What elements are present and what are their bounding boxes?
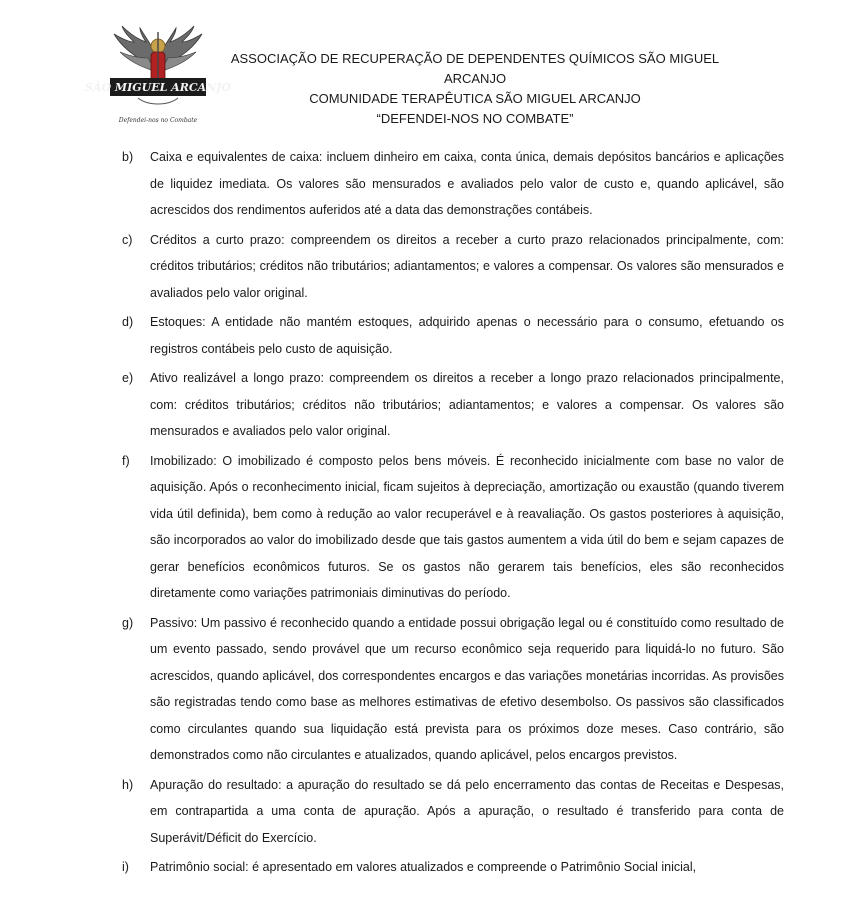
logo-name: SÃO MIGUEL ARCANJO xyxy=(85,81,231,94)
item-letter: g) xyxy=(122,615,134,630)
item-text: Caixa e equivalentes de caixa: incluem dinheiro em caixa, conta única, demais depósitos bancários e aplicações de liquidez imediata. Os valores são mensurados e avaliados pelo valor de custo e, quando aplicável, são acrescidos dos rendimentos auferidos até a data das demonstrações contábeis. xyxy=(150,150,784,217)
list-item xyxy=(122,448,784,607)
item-letter: i) xyxy=(122,860,129,874)
item-letter: b) xyxy=(122,150,134,164)
document-header xyxy=(210,49,740,129)
header-community-name: COMUNIDADE TERAPÊUTICA SÃO MIGUEL ARCANJO xyxy=(309,91,641,106)
list-item xyxy=(122,365,784,445)
list-item xyxy=(122,772,784,852)
item-letter: c) xyxy=(122,232,133,247)
organization-logo xyxy=(85,24,231,132)
header-motto: “DEFENDEI-NOS NO COMBATE” xyxy=(376,111,574,126)
archangel-wings-emblem xyxy=(85,24,231,116)
item-text: Passivo: Um passivo é reconhecido quando a entidade possui obrigação legal ou é constituído como resultado de um evento passado, sendo provável que um recurso econômico seja requerido para liquidá-lo no futuro. São acrescidos, quando aplicável, dos correspondentes encargos e das variações monetárias incorridas. As provisões são registradas tendo como base as melhores estimativas de efetivo desembolso. Os passivos são classificados como circulantes quando sua liquidação está prevista para os próximos doze meses. Caso contrário, são demonstrados como não circulantes e atualizados, quando aplicável, pelos encargos previstos. xyxy=(150,615,784,762)
item-text: Imobilizado: O imobilizado é composto pelos bens móveis. É reconhecido inicialmente com base no valor de aquisição. Após o reconhecimento inicial, ficam sujeitos à depreciação, amortização ou exaustão (quando tiverem vida útil definida), bem como à redução ao valor recuperável e à reavaliação. Os gastos posteriores à aquisição, são incorporados ao valor do imobilizado desde que tais gastos aumentem a vida útil do bem e sejam capazes de gerar benefícios econômicos futuros. Se os gastos não gerarem tais benefícios, eles são reconhecidos diretamente como variações patrimoniais diminutivas do período. xyxy=(150,453,784,600)
item-text: Estoques: A entidade não mantém estoques, adquirido apenas o necessário para o consumo, efetuando os registros contábeis pelo custo de aquisição. xyxy=(150,315,784,356)
header-association-name: ASSOCIAÇÃO DE RECUPERAÇÃO DE DEPENDENTES QUÍMICOS SÃO MIGUEL ARCANJO xyxy=(230,51,720,86)
item-letter: e) xyxy=(122,371,134,385)
list-item xyxy=(122,227,784,307)
item-text: Apuração do resultado: a apuração do resultado se dá pelo encerramento das contas de Receitas e Despesas, em contrapartida a uma conta de apuração. Após a apuração, o resultado é transferido para conta de Superávit/Déficit do Exercício. xyxy=(150,777,784,845)
list-item xyxy=(122,144,784,224)
item-text: Ativo realizável a longo prazo: compreendem os direitos a receber a longo prazo relacionados principalmente, com: créditos tributários; créditos não tributários; adiantamentos; e valores a compensar. Os valores são mensurados e avaliados pelo valor original. xyxy=(150,371,784,438)
list-item xyxy=(122,610,784,769)
document-body xyxy=(122,144,784,884)
item-text: Patrimônio social: é apresentado em valores atualizados e compreende o Patrimônio Social inicial, xyxy=(150,860,697,874)
list-item xyxy=(122,309,784,362)
item-letter: f) xyxy=(122,453,130,468)
item-letter: d) xyxy=(122,315,134,329)
item-text: Créditos a curto prazo: compreendem os direitos a receber a curto prazo relacionados principalmente, com: créditos tributários; créditos não tributários; adiantamentos; e valores a compensar. Os valores são mensurados e avaliados pelo valor original. xyxy=(150,232,784,300)
item-letter: h) xyxy=(122,777,134,792)
list-item xyxy=(122,854,784,881)
logo-motto: Defendei-nos no Combate xyxy=(118,117,198,124)
